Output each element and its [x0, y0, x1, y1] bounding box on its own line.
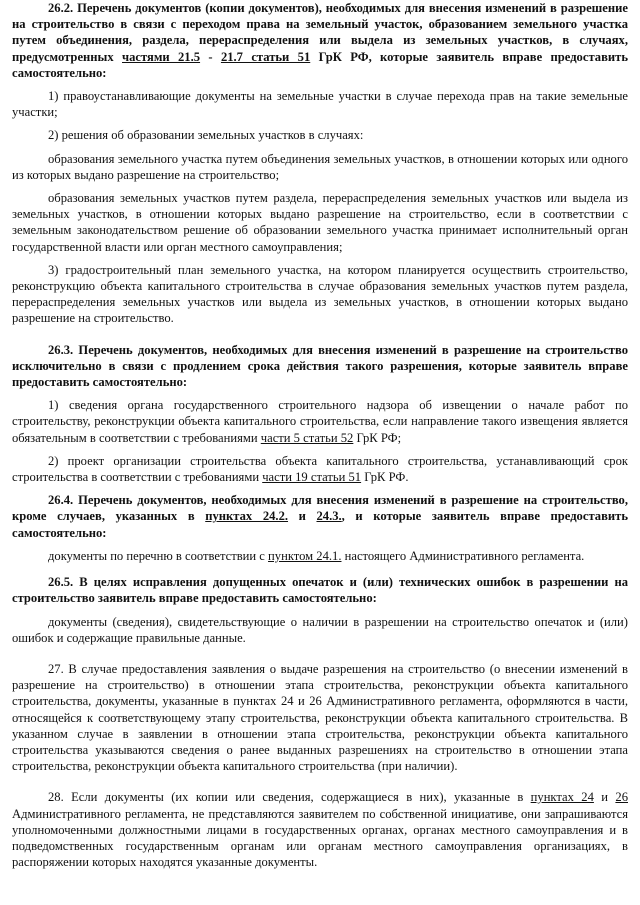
heading-text: , и которые заявитель вправе предоставить самостоятельно: [12, 509, 628, 540]
link-part-19-article-51[interactable]: части 19 статьи 51 [262, 470, 362, 485]
paragraph-text: настоящего Административного регламента. [341, 548, 585, 563]
heading-text: и [288, 509, 317, 524]
section-28-paragraph [12, 789, 628, 870]
heading-text: 26.4. Перечень документов, необходимых для внесения изменений в разрешение на строительство, кроме случаев, указанных в [12, 493, 628, 524]
link-item-24-3[interactable]: 24.3. [316, 509, 342, 524]
paragraph: 3) градостроительный план земельного участка, на котором планируется осуществить строительство, реконструкцию объекта капитального строительства в случае образования земельных участков путем раздела, перераспределения земельных участков или выдела из земельных участков, в отношении которых выдано разрешение на строительство. [12, 262, 628, 326]
paragraph [12, 453, 628, 485]
paragraph: 2) решения об образовании земельных участков в случаях: [48, 128, 364, 143]
link-part-5-article-52[interactable]: части 5 статьи 52 [260, 430, 354, 445]
paragraph-text: документы по перечню в соответствии с [48, 548, 269, 563]
paragraph [12, 548, 628, 564]
paragraph-text: и [593, 790, 616, 805]
paragraph-text: 2) проект организации строительства объекта капитального строительства, устанавливающий срок строительства в соответствии с требованиями [12, 453, 628, 485]
section-26-4-heading [12, 492, 628, 541]
link-item-24-2[interactable]: пунктах 24.2. [205, 509, 289, 524]
paragraph-text: 28. Если документы (их копии или сведения, содержащиеся в них), указанные в [48, 790, 531, 805]
link-parts-21-5[interactable]: частями 21.5 [122, 49, 201, 64]
paragraph [12, 397, 628, 446]
paragraph: 1) правоустанавливающие документы на земельные участки в случае перехода прав на такие земельные участки; [12, 89, 628, 120]
paragraph: документы (сведения), свидетельствующие о наличии в разрешении на строительство опечаток и (или) ошибок и содержащие правильные данные. [12, 614, 628, 645]
link-items-24[interactable]: пунктах 24 [530, 790, 594, 805]
paragraph-text: ГрК РФ; [353, 430, 402, 445]
link-item-26[interactable]: 26 [615, 790, 628, 805]
link-21-7-article-51[interactable]: 21.7 статьи 51 [220, 49, 311, 64]
paragraph: образования земельного участка путем объединения земельных участков, в отношении которых или одного из которых выдано разрешение на строительство; [12, 151, 628, 182]
paragraph: образования земельных участков путем раздела, перераспределения земельных участков или выдела из земельных участков, в отношении которых выдано разрешение на строительство, если в соответствии с земельным законодательством решение об образовании земельного участка принимает исполнительный орган государственной власти или орган местного самоуправления; [12, 191, 628, 254]
section-26-2-heading [12, 0, 628, 81]
paragraph-text: ГрК РФ. [361, 470, 409, 485]
paragraph-text: 1) сведения органа государственного строительного надзора об извещении о начале работ по строительству, реконструкции объекта капитального строительства, если направление такого извещения является обязательным в соответствии с требованиями [12, 398, 628, 445]
section-27-paragraph: 27. В случае предоставления заявления о выдаче разрешения на строительство (о внесении изменений в разрешение на строительство) в отношении этапа строительства, реконструкции объекта капитального строительства, документы, указанные в пунктах 24 и 26 Административного регламента, оформляются в части, относящейся к соответствующему этапу строительства, реконструкции объекта капитального строительства. В указанном случае в заявлении в отношении этапа строительства, реконструкции объекта капитального строительства указываются сведения о ранее выданных разрешениях на строительство в отношении этапа строительства, реконструкции объекта капитального строительства (при наличии). [12, 661, 628, 774]
link-item-24-1[interactable]: пунктом 24.1. [268, 548, 342, 563]
heading-text: ГрК РФ, которые заявитель вправе предоставить самостоятельно: [12, 49, 628, 80]
paragraph-text: Административного регламента, не представляются заявителем по собственной инициативе, они запрашиваются уполномоченными должностными лицами в государственных органах, органах местного самоуправления и в подведомственных государственным органам или органам местного самоуправления организациях, в распоряжении которых находятся указанные документы. [12, 806, 628, 870]
section-26-3-heading: 26.3. Перечень документов, необходимых для внесения изменений в разрешение на строительство исключительно в связи с продлением срока действия такого разрешения, которые заявитель вправе предоставить самостоятельно: [12, 342, 628, 390]
heading-text: - [200, 49, 221, 64]
section-26-5-heading: 26.5. В целях исправления допущенных опечаток и (или) технических ошибок в разрешении на строительство заявитель вправе предоставить самостоятельно: [12, 575, 628, 606]
heading-text: 26.2. Перечень документов (копии документов), необходимых для внесения изменений в разрешение на строительство в связи с переходом права на земельный участок, образованием земельного участка путем объединения, раздела, перераспределения или выдела из земельных участков, в случаях, предусмотренных [12, 1, 628, 64]
